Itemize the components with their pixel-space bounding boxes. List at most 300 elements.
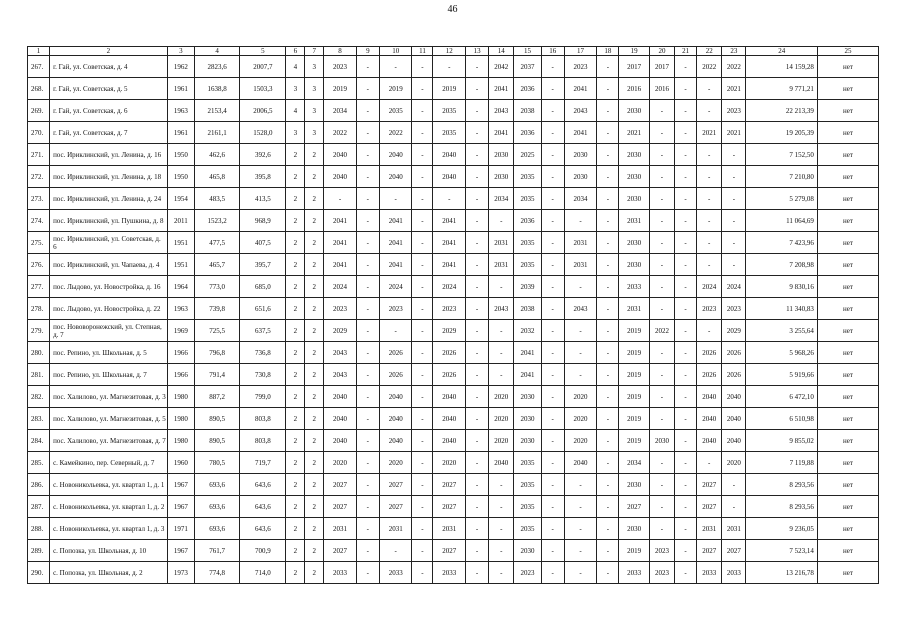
table-cell: - xyxy=(541,386,564,408)
table-cell: - xyxy=(675,474,697,496)
table-cell: 2026 xyxy=(697,342,722,364)
table-row xyxy=(28,540,879,562)
table-cell: 685,0 xyxy=(240,276,286,298)
table-cell: 269. xyxy=(28,100,50,122)
table-cell: 7 423,96 xyxy=(746,232,817,254)
table-cell: - xyxy=(649,254,674,276)
table-cell: - xyxy=(597,56,619,78)
table-cell: - xyxy=(597,540,619,562)
table-cell: 284. xyxy=(28,430,50,452)
table-cell: - xyxy=(564,276,597,298)
table-cell: с. Попозка, ул. Школьная, д. 10 xyxy=(50,540,168,562)
table-cell: нет xyxy=(817,452,878,474)
table-cell: - xyxy=(541,474,564,496)
table-cell: пос. Ириклинский, ул. Ленина, д. 18 xyxy=(50,166,168,188)
table-cell: - xyxy=(412,562,433,584)
table-cell: 2027 xyxy=(433,474,466,496)
table-cell: - xyxy=(466,430,489,452)
table-cell: 2041 xyxy=(433,210,466,232)
table-cell: 2026 xyxy=(379,364,412,386)
table-cell: 2040 xyxy=(564,452,597,474)
table-cell: - xyxy=(541,254,564,276)
table-cell: 2007,7 xyxy=(240,56,286,78)
table-cell: пос. Ириклинский, ул. Советская, д. 6 xyxy=(50,232,168,254)
table-cell: 2019 xyxy=(619,320,649,342)
table-cell: - xyxy=(564,210,597,232)
column-number: 21 xyxy=(675,47,697,56)
table-cell: - xyxy=(356,56,379,78)
table-cell: - xyxy=(541,430,564,452)
table-cell: - xyxy=(356,430,379,452)
table-cell: 2 xyxy=(305,540,324,562)
table-cell: нет xyxy=(817,496,878,518)
table-cell: пос. Ириклинский, ул. Чапаева, д. 4 xyxy=(50,254,168,276)
table-cell: - xyxy=(675,254,697,276)
table-cell: 2 xyxy=(286,232,305,254)
table-cell: 2021 xyxy=(619,122,649,144)
table-cell: 1969 xyxy=(167,320,194,342)
table-cell: - xyxy=(356,518,379,540)
table-cell: - xyxy=(697,232,722,254)
table-cell: 1966 xyxy=(167,342,194,364)
table-cell: 2033 xyxy=(619,562,649,584)
table-cell: - xyxy=(697,254,722,276)
table-cell: 2023 xyxy=(324,298,357,320)
table-cell: 1964 xyxy=(167,276,194,298)
table-cell: 7 210,80 xyxy=(746,166,817,188)
table-cell: - xyxy=(466,298,489,320)
table-cell: 3 xyxy=(305,100,324,122)
table-cell: 2027 xyxy=(433,540,466,562)
table-cell: - xyxy=(356,562,379,584)
table-cell: 643,6 xyxy=(240,474,286,496)
table-cell: - xyxy=(489,342,514,364)
table-cell: 2 xyxy=(305,518,324,540)
table-cell: - xyxy=(564,320,597,342)
table-cell: 2019 xyxy=(619,430,649,452)
table-cell: 2 xyxy=(286,562,305,584)
table-cell: 1967 xyxy=(167,496,194,518)
table-cell: - xyxy=(356,408,379,430)
table-cell: 1951 xyxy=(167,232,194,254)
table-cell: 2040 xyxy=(324,144,357,166)
table-cell: 285. xyxy=(28,452,50,474)
table-cell: - xyxy=(412,540,433,562)
table-cell: 2036 xyxy=(514,78,541,100)
table-cell: 3 xyxy=(305,78,324,100)
table-cell: - xyxy=(466,474,489,496)
table-cell: 2 xyxy=(305,342,324,364)
table-cell: - xyxy=(597,474,619,496)
table-cell: нет xyxy=(817,56,878,78)
table-cell: 2023 xyxy=(379,298,412,320)
table-cell: 2030 xyxy=(514,386,541,408)
table-cell: - xyxy=(541,342,564,364)
table-cell: 1963 xyxy=(167,298,194,320)
table-cell: 2040 xyxy=(433,144,466,166)
table-cell: 2030 xyxy=(649,430,674,452)
table-cell: 9 236,05 xyxy=(746,518,817,540)
table-cell: с. Камейкино, пер. Северный, д. 7 xyxy=(50,452,168,474)
column-number: 6 xyxy=(286,47,305,56)
table-row xyxy=(28,430,879,452)
table-cell: 2043 xyxy=(489,100,514,122)
table-cell: нет xyxy=(817,100,878,122)
table-cell: - xyxy=(722,254,746,276)
table-cell: 2021 xyxy=(722,122,746,144)
table-cell: 2026 xyxy=(433,342,466,364)
table-cell: 1980 xyxy=(167,386,194,408)
table-cell: 281. xyxy=(28,364,50,386)
table-cell: 2017 xyxy=(649,56,674,78)
table-cell: 1980 xyxy=(167,430,194,452)
table-cell: - xyxy=(356,122,379,144)
table-cell: - xyxy=(489,518,514,540)
table-cell: - xyxy=(649,188,674,210)
table-cell: 2 xyxy=(286,144,305,166)
table-cell: 2023 xyxy=(722,298,746,320)
table-cell: 2033 xyxy=(722,562,746,584)
table-cell: - xyxy=(597,364,619,386)
table-cell: 2016 xyxy=(649,78,674,100)
table-cell: 2041 xyxy=(514,364,541,386)
table-cell: 2 xyxy=(305,298,324,320)
table-cell: 2040 xyxy=(697,408,722,430)
table-cell: - xyxy=(649,210,674,232)
table-cell: 267. xyxy=(28,56,50,78)
table-cell: - xyxy=(541,562,564,584)
table-cell: - xyxy=(412,386,433,408)
table-cell: 11 340,83 xyxy=(746,298,817,320)
table-cell: 2035 xyxy=(433,122,466,144)
table-cell: - xyxy=(412,100,433,122)
table-cell: пос. Ириклинский, ул. Ленина, д. 16 xyxy=(50,144,168,166)
table-cell: - xyxy=(412,320,433,342)
table-cell: - xyxy=(597,210,619,232)
table-cell: - xyxy=(541,232,564,254)
table-cell: 2040 xyxy=(697,386,722,408)
table-cell: - xyxy=(356,144,379,166)
table-cell: нет xyxy=(817,474,878,496)
table-cell: 2033 xyxy=(379,562,412,584)
table-cell: 2041 xyxy=(564,122,597,144)
table-cell: 2030 xyxy=(514,540,541,562)
table-cell: нет xyxy=(817,320,878,342)
table-cell: - xyxy=(675,562,697,584)
table-cell: 2030 xyxy=(514,430,541,452)
table-cell: 2027 xyxy=(379,496,412,518)
table-cell: 7 119,88 xyxy=(746,452,817,474)
table-cell: 2 xyxy=(305,364,324,386)
table-cell: г. Гай, ул. Советская, д. 5 xyxy=(50,78,168,100)
column-number: 3 xyxy=(167,47,194,56)
table-cell: 279. xyxy=(28,320,50,342)
table-cell: 477,5 xyxy=(195,232,240,254)
table-cell: пос. Репино, ул. Школьная, д. 5 xyxy=(50,342,168,364)
table-cell: 2043 xyxy=(489,298,514,320)
table-cell: 2 xyxy=(305,188,324,210)
table-cell: 2024 xyxy=(722,276,746,298)
table-row xyxy=(28,144,879,166)
table-cell: - xyxy=(722,144,746,166)
table-cell: - xyxy=(466,320,489,342)
table-cell: - xyxy=(675,298,697,320)
table-cell: 1950 xyxy=(167,144,194,166)
table-cell: 1951 xyxy=(167,254,194,276)
table-cell: - xyxy=(356,474,379,496)
table-cell: - xyxy=(466,144,489,166)
table-cell: 2022 xyxy=(324,122,357,144)
table-cell: 2027 xyxy=(619,496,649,518)
column-number: 16 xyxy=(541,47,564,56)
table-cell: 1971 xyxy=(167,518,194,540)
table-row xyxy=(28,166,879,188)
table-cell: 2030 xyxy=(564,166,597,188)
table-cell: 1960 xyxy=(167,452,194,474)
table-cell: 273. xyxy=(28,188,50,210)
table-cell: 2 xyxy=(305,276,324,298)
table-cell: 739,8 xyxy=(195,298,240,320)
table-cell: 1973 xyxy=(167,562,194,584)
table-cell: 2020 xyxy=(722,452,746,474)
column-number: 10 xyxy=(379,47,412,56)
table-cell: - xyxy=(649,144,674,166)
table-cell: 2 xyxy=(286,474,305,496)
table-cell: 2040 xyxy=(324,166,357,188)
table-cell: 1523,2 xyxy=(195,210,240,232)
table-cell: 2041 xyxy=(489,122,514,144)
table-cell: 780,5 xyxy=(195,452,240,474)
table-cell: 2035 xyxy=(514,166,541,188)
table-cell: 2030 xyxy=(514,408,541,430)
table-cell: - xyxy=(675,276,697,298)
column-number: 9 xyxy=(356,47,379,56)
table-cell: 890,5 xyxy=(195,430,240,452)
table-cell: 1950 xyxy=(167,166,194,188)
table-cell: 22 213,39 xyxy=(746,100,817,122)
table-cell: 2034 xyxy=(564,188,597,210)
table-cell: - xyxy=(379,188,412,210)
table-cell: 2040 xyxy=(722,386,746,408)
table-cell: 9 855,02 xyxy=(746,430,817,452)
table-cell: 288. xyxy=(28,518,50,540)
column-number: 12 xyxy=(433,47,466,56)
table-cell: 2030 xyxy=(619,232,649,254)
table-cell: 2011 xyxy=(167,210,194,232)
table-cell: 2040 xyxy=(489,452,514,474)
table-cell: 2040 xyxy=(697,430,722,452)
table-cell: 5 968,26 xyxy=(746,342,817,364)
table-cell: 2027 xyxy=(379,474,412,496)
table-cell: - xyxy=(541,56,564,78)
table-cell: 2036 xyxy=(514,210,541,232)
table-cell: 2 xyxy=(286,166,305,188)
table-cell: 2033 xyxy=(619,276,649,298)
table-cell: - xyxy=(466,496,489,518)
table-cell: 2027 xyxy=(324,540,357,562)
table-cell: пос. Халилово, ул. Магнезитовая, д. 7 xyxy=(50,430,168,452)
table-cell: 719,7 xyxy=(240,452,286,474)
table-cell: нет xyxy=(817,188,878,210)
table-cell: - xyxy=(541,298,564,320)
table-cell: - xyxy=(541,496,564,518)
table-cell: - xyxy=(356,320,379,342)
table-cell: - xyxy=(412,342,433,364)
table-cell: 2031 xyxy=(324,518,357,540)
table-cell: с. Новоникольевка, ул. квартал 1, д. 2 xyxy=(50,496,168,518)
table-cell: - xyxy=(466,166,489,188)
table-cell: 2031 xyxy=(489,232,514,254)
table-cell: 1967 xyxy=(167,540,194,562)
table-cell: - xyxy=(597,276,619,298)
table-cell: - xyxy=(675,342,697,364)
table-cell: 2153,4 xyxy=(195,100,240,122)
table-cell: - xyxy=(564,474,597,496)
table-cell: - xyxy=(466,452,489,474)
table-row xyxy=(28,474,879,496)
table-cell: 2 xyxy=(286,254,305,276)
table-cell: пос. Лыдово, ул. Новостройка, д. 22 xyxy=(50,298,168,320)
table-cell: пос. Репино, ул. Школьная, д. 7 xyxy=(50,364,168,386)
column-number: 1 xyxy=(28,47,50,56)
table-cell: 2040 xyxy=(379,430,412,452)
table-cell: 2023 xyxy=(564,56,597,78)
table-cell: - xyxy=(649,298,674,320)
table-cell: 643,6 xyxy=(240,518,286,540)
table-cell: 2021 xyxy=(697,122,722,144)
table-cell: 2006,5 xyxy=(240,100,286,122)
table-cell: - xyxy=(649,342,674,364)
table-cell: 2041 xyxy=(324,232,357,254)
table-cell: 2 xyxy=(286,320,305,342)
table-cell: - xyxy=(597,78,619,100)
table-cell: 275. xyxy=(28,232,50,254)
table-cell: 2022 xyxy=(697,56,722,78)
table-cell: - xyxy=(412,166,433,188)
table-cell: - xyxy=(356,298,379,320)
table-cell: нет xyxy=(817,540,878,562)
table-cell: 2035 xyxy=(514,188,541,210)
table-cell: 2020 xyxy=(564,386,597,408)
table-cell: - xyxy=(412,188,433,210)
table-cell: - xyxy=(412,298,433,320)
table-cell: - xyxy=(564,540,597,562)
table-cell: 693,6 xyxy=(195,474,240,496)
table-cell: 1961 xyxy=(167,78,194,100)
table-cell: 2029 xyxy=(324,320,357,342)
table-cell: 1638,8 xyxy=(195,78,240,100)
table-cell: 2823,6 xyxy=(195,56,240,78)
table-cell: 803,8 xyxy=(240,408,286,430)
table-cell: пос. Ириклинский, ул. Пушкина, д. 8 xyxy=(50,210,168,232)
table-cell: - xyxy=(649,408,674,430)
table-cell: 7 152,50 xyxy=(746,144,817,166)
column-number: 22 xyxy=(697,47,722,56)
table-cell: 2026 xyxy=(433,364,466,386)
table-cell: - xyxy=(412,474,433,496)
table-cell: 2041 xyxy=(379,232,412,254)
table-cell: нет xyxy=(817,408,878,430)
table-cell: 280. xyxy=(28,342,50,364)
table-cell: 3 xyxy=(305,56,324,78)
table-cell: 2020 xyxy=(489,430,514,452)
table-cell: - xyxy=(412,496,433,518)
table-cell: 2019 xyxy=(433,78,466,100)
table-cell: 2027 xyxy=(722,540,746,562)
table-cell: 413,5 xyxy=(240,188,286,210)
column-number: 2 xyxy=(50,47,168,56)
table-cell: - xyxy=(564,342,597,364)
table-cell: - xyxy=(356,452,379,474)
table-cell: 2031 xyxy=(722,518,746,540)
table-cell: 3 xyxy=(286,122,305,144)
column-number: 25 xyxy=(817,47,878,56)
table-cell: - xyxy=(697,210,722,232)
table-cell: 6 472,10 xyxy=(746,386,817,408)
table-cell: - xyxy=(564,364,597,386)
table-cell: г. Гай, ул. Советская, д. 7 xyxy=(50,122,168,144)
table-cell: 2035 xyxy=(514,232,541,254)
table-cell: 1967 xyxy=(167,474,194,496)
table-cell: 2 xyxy=(305,452,324,474)
table-cell: 2040 xyxy=(379,408,412,430)
table-cell: - xyxy=(649,276,674,298)
table-cell: 700,9 xyxy=(240,540,286,562)
table-cell: - xyxy=(466,254,489,276)
table-cell: 1503,3 xyxy=(240,78,286,100)
table-cell: 2027 xyxy=(697,540,722,562)
table-cell: 1963 xyxy=(167,100,194,122)
table-cell: 2027 xyxy=(433,496,466,518)
table-cell: - xyxy=(675,188,697,210)
table-cell: 2033 xyxy=(324,562,357,584)
table-cell: 2026 xyxy=(722,364,746,386)
table-cell: - xyxy=(541,144,564,166)
table-cell: 2 xyxy=(305,254,324,276)
table-cell: 2034 xyxy=(619,452,649,474)
table-cell: - xyxy=(489,540,514,562)
table-cell: 2035 xyxy=(514,474,541,496)
table-cell: 730,8 xyxy=(240,364,286,386)
table-cell: 773,0 xyxy=(195,276,240,298)
table-cell: - xyxy=(356,166,379,188)
table-cell: 2016 xyxy=(619,78,649,100)
table-cell: 2035 xyxy=(514,518,541,540)
table-cell: 2026 xyxy=(697,364,722,386)
table-cell: нет xyxy=(817,518,878,540)
table-row xyxy=(28,254,879,276)
table-cell: 2041 xyxy=(324,210,357,232)
table-cell: 2020 xyxy=(324,452,357,474)
table-cell: - xyxy=(675,144,697,166)
table-cell: 290. xyxy=(28,562,50,584)
table-cell: - xyxy=(722,496,746,518)
table-cell: 2030 xyxy=(564,144,597,166)
table-cell: - xyxy=(597,386,619,408)
page-number: 46 xyxy=(447,4,458,15)
table-cell: - xyxy=(722,210,746,232)
table-cell: - xyxy=(597,320,619,342)
table-cell: - xyxy=(649,452,674,474)
table-cell: 6 510,98 xyxy=(746,408,817,430)
table-cell: - xyxy=(466,562,489,584)
table-cell: 2030 xyxy=(619,518,649,540)
table-cell: 2023 xyxy=(697,298,722,320)
table-cell: - xyxy=(412,518,433,540)
table-cell: - xyxy=(489,364,514,386)
table-cell: 2035 xyxy=(514,496,541,518)
table-row xyxy=(28,276,879,298)
